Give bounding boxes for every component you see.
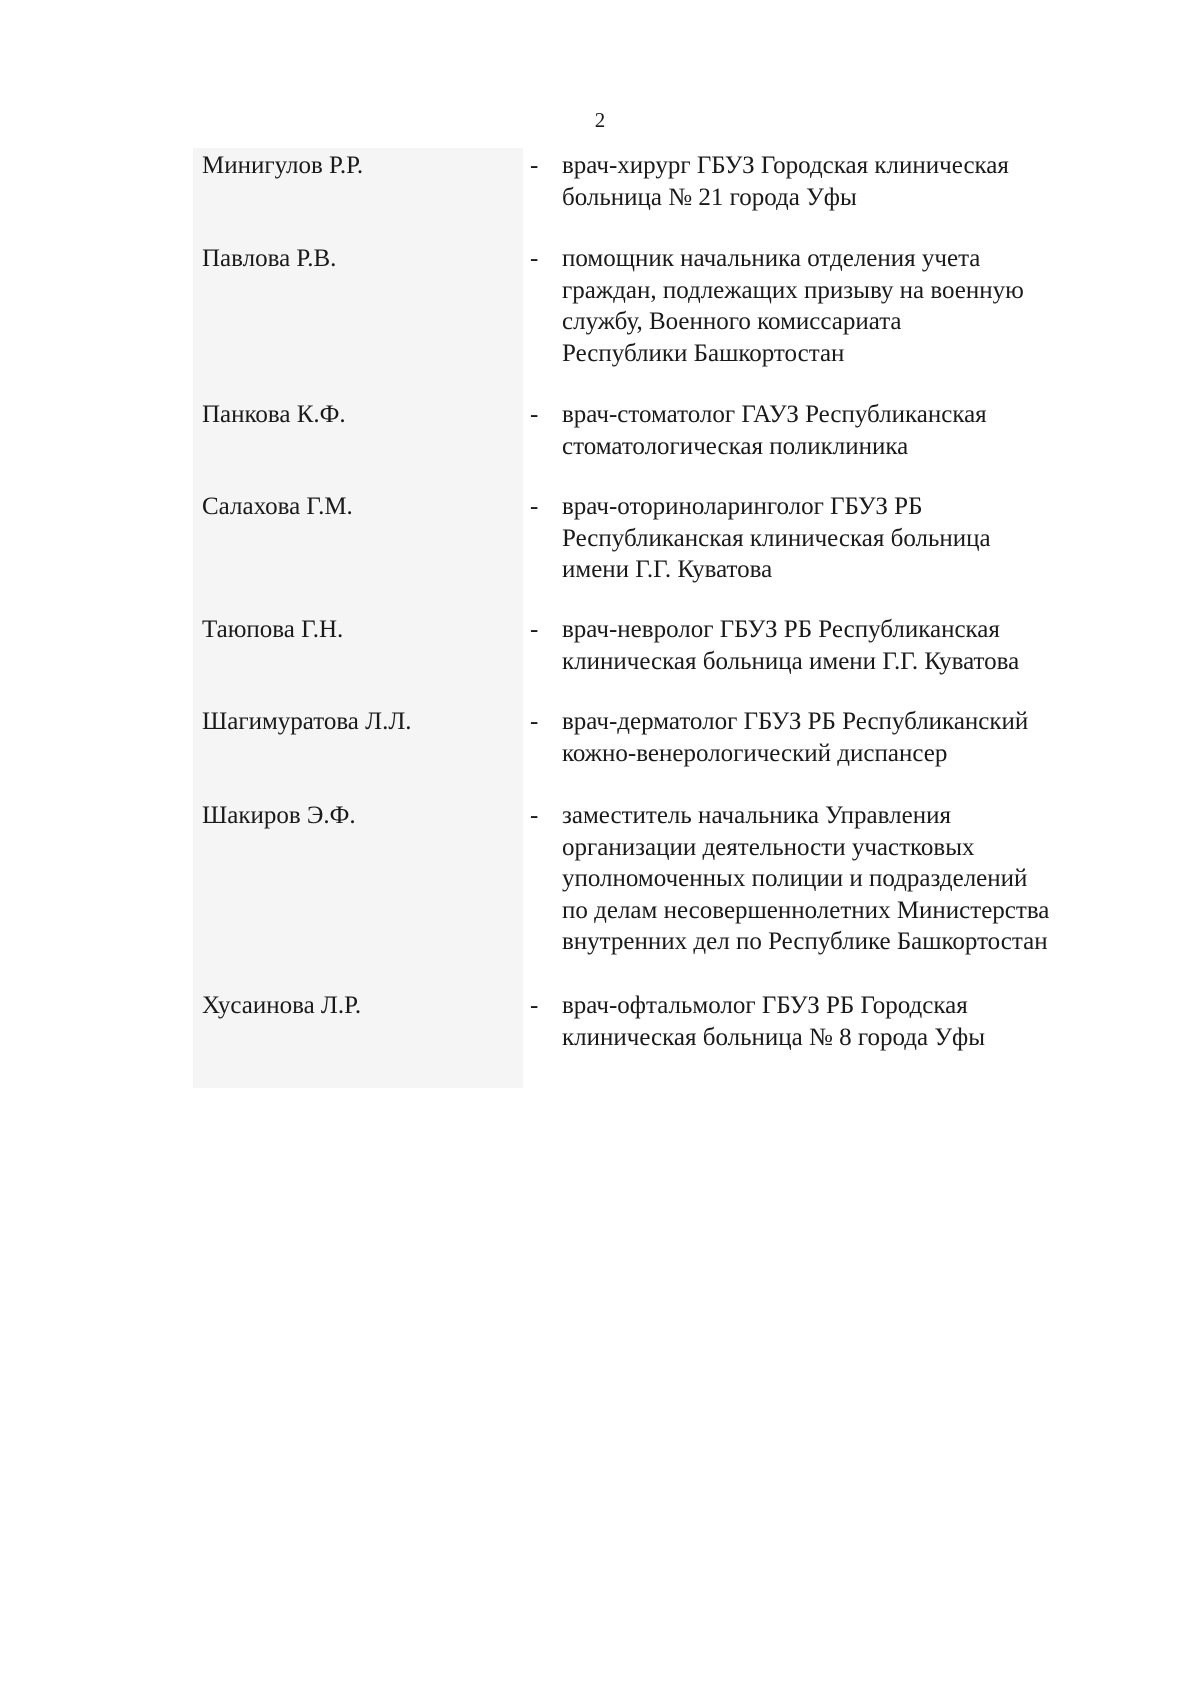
member-position bbox=[562, 150, 1122, 213]
dash-separator: - bbox=[530, 493, 539, 520]
member-position bbox=[562, 800, 1122, 958]
position-line: Республиканская клиническая больница bbox=[562, 524, 991, 552]
position-line: врач-дерматолог ГБУЗ РБ Республиканский bbox=[562, 708, 1029, 735]
member-position bbox=[562, 614, 1122, 677]
member-name: Минигулов Р.Р. bbox=[202, 152, 364, 179]
dash-separator: - bbox=[530, 802, 539, 829]
position-line: врач-хирург ГБУЗ Городская клиническая bbox=[562, 152, 1009, 179]
member-position bbox=[562, 706, 1122, 769]
position-line: организации деятельности участковых bbox=[562, 833, 975, 861]
member-name: Панкова К.Ф. bbox=[202, 401, 346, 428]
position-line: клиническая больница имени Г.Г. Куватова bbox=[562, 647, 1020, 675]
position-line: врач-невролог ГБУЗ РБ Республиканская bbox=[562, 616, 1000, 643]
page-number: 2 bbox=[594, 108, 606, 132]
position-line: имени Г.Г. Куватова bbox=[562, 556, 773, 583]
position-line: уполномоченных полиции и подразделений bbox=[562, 865, 1028, 892]
position-line: внутренних дел по Республике Башкортостан bbox=[562, 928, 1048, 955]
position-line: врач-оториноларинголог ГБУЗ РБ bbox=[562, 493, 923, 520]
member-position bbox=[562, 990, 1122, 1053]
dash-separator: - bbox=[530, 708, 539, 735]
position-line: помощник начальника отделения учета bbox=[562, 245, 981, 272]
member-position bbox=[562, 243, 1122, 369]
position-line: стоматологическая поликлиника bbox=[562, 432, 909, 460]
position-line: клиническая больница № 8 города Уфы bbox=[562, 1023, 986, 1051]
position-line: врач-офтальмолог ГБУЗ РБ Городская bbox=[562, 992, 968, 1019]
member-name: Павлова Р.В. bbox=[202, 245, 337, 272]
member-position bbox=[562, 399, 1122, 462]
member-name: Хусаинова Л.Р. bbox=[202, 992, 362, 1019]
member-name: Салахова Г.М. bbox=[202, 493, 353, 520]
member-position bbox=[562, 491, 1122, 586]
member-name: Шакиров Э.Ф. bbox=[202, 802, 356, 829]
dash-separator: - bbox=[530, 992, 539, 1019]
position-line: по делам несовершеннолетних Министерства bbox=[562, 896, 1050, 924]
position-line: службу, Военного комиссариата bbox=[562, 308, 902, 335]
position-line: кожно-венерологический диспансер bbox=[562, 739, 948, 767]
dash-separator: - bbox=[530, 152, 539, 179]
position-line: заместитель начальника Управления bbox=[562, 802, 951, 829]
dash-separator: - bbox=[530, 245, 539, 272]
position-line: врач-стоматолог ГАУЗ Республиканская bbox=[562, 401, 987, 428]
dash-separator: - bbox=[530, 616, 539, 643]
member-name: Шагимуратова Л.Л. bbox=[202, 708, 412, 735]
dash-separator: - bbox=[530, 401, 539, 428]
position-line: граждан, подлежащих призыву на военную bbox=[562, 276, 1024, 304]
member-name: Таюпова Г.Н. bbox=[202, 616, 344, 643]
position-line: Республики Башкортостан bbox=[562, 339, 845, 367]
position-line: больница № 21 города Уфы bbox=[562, 183, 857, 211]
